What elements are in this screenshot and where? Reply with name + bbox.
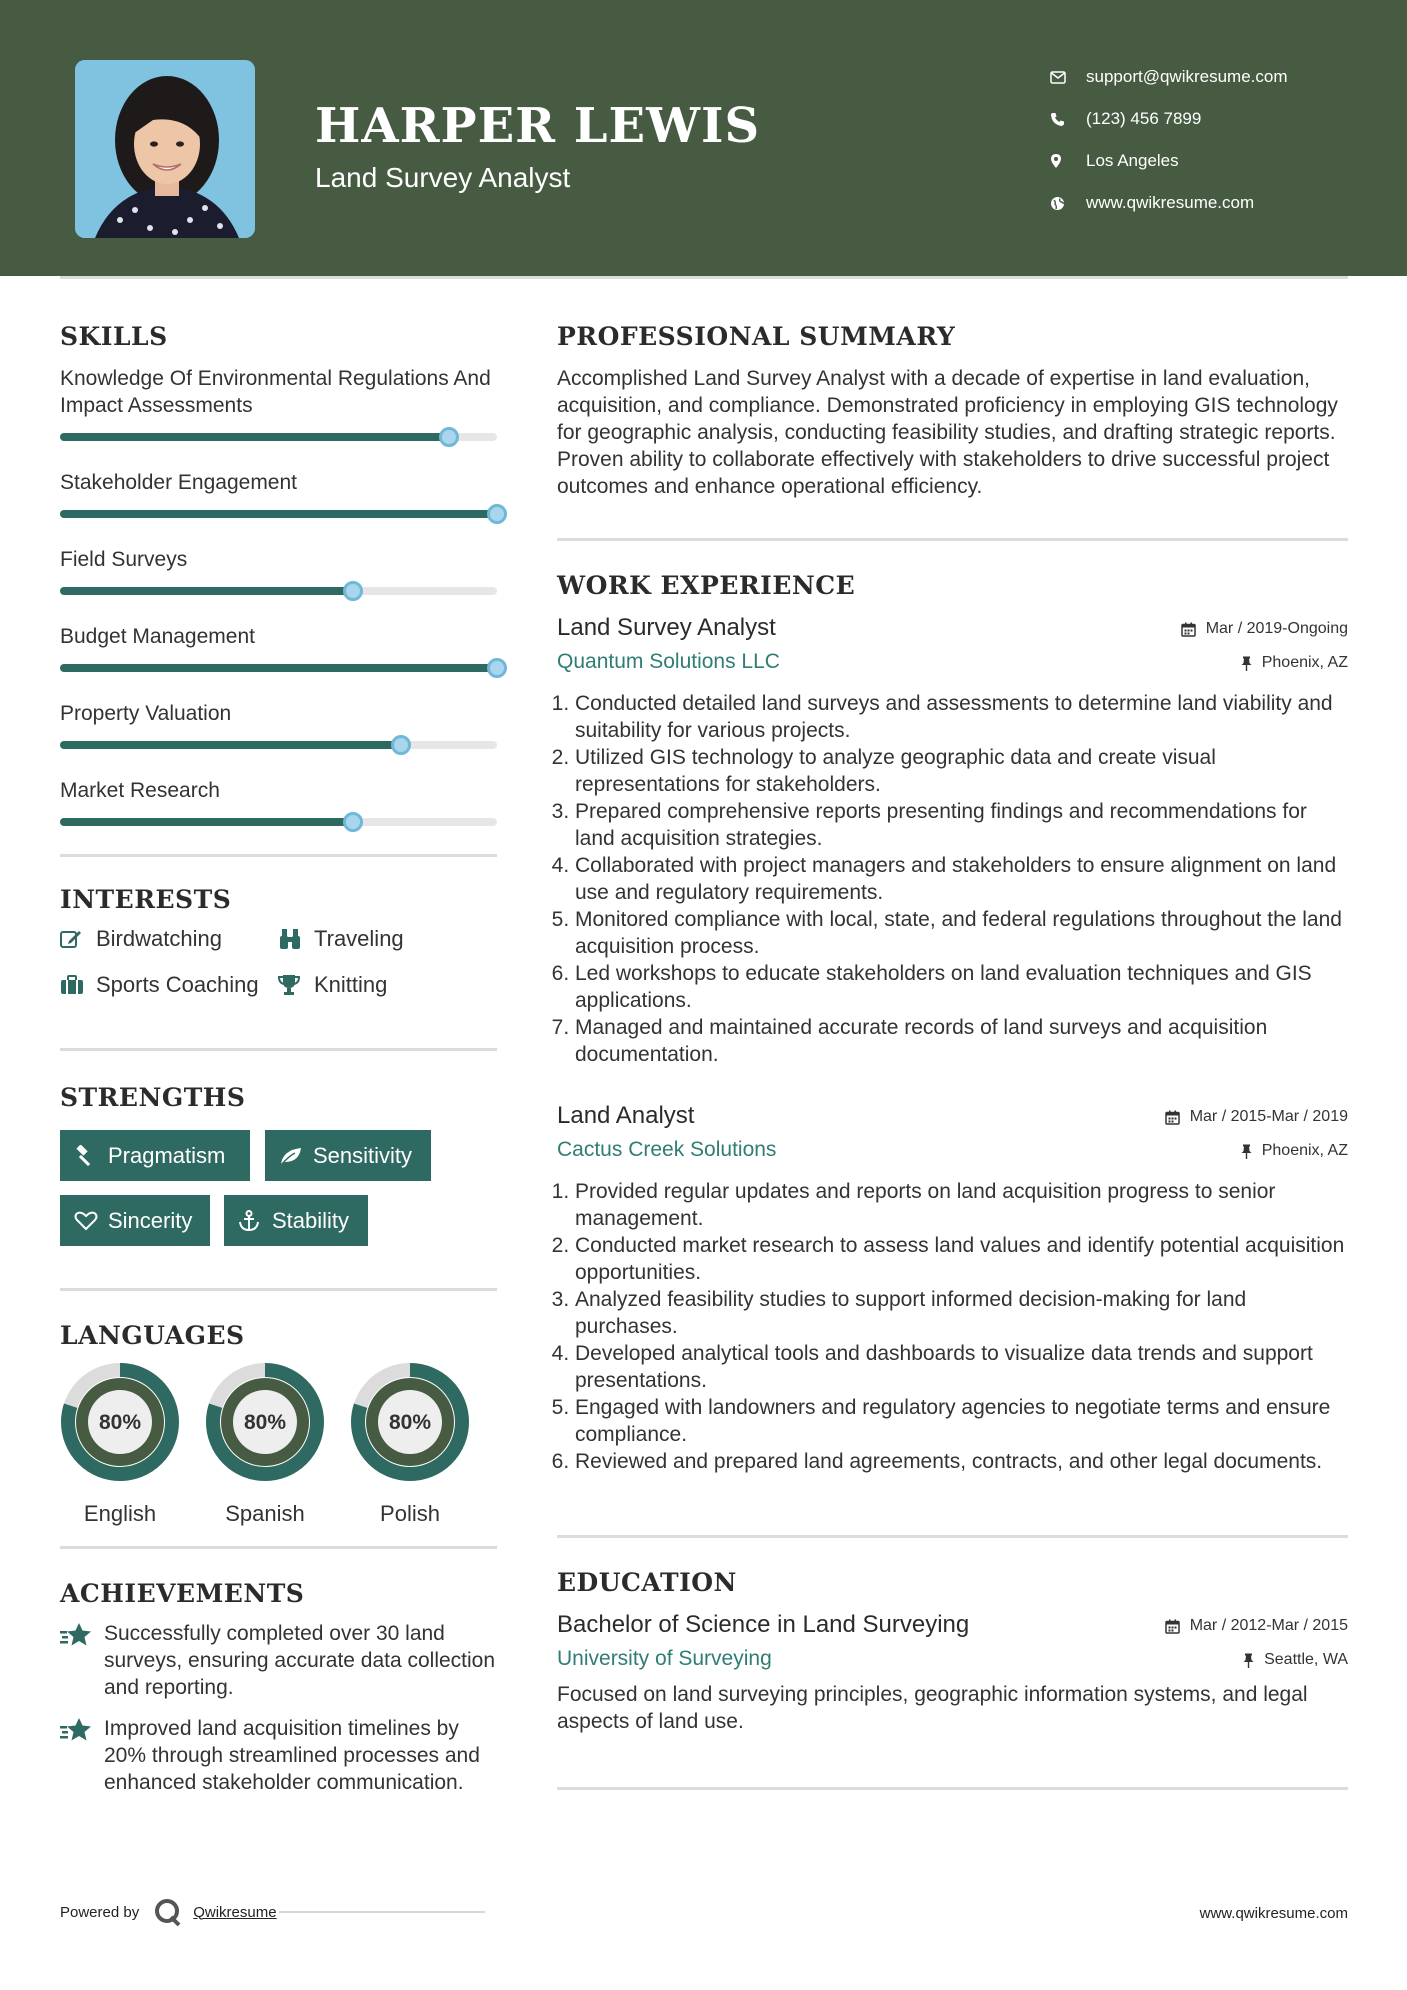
section-divider bbox=[60, 1288, 497, 1291]
duty-item: 4. Developed analytical tools and dashboards to visualize data trends and support presentations. bbox=[575, 1340, 1348, 1394]
skill-item bbox=[60, 777, 497, 826]
strength-sincerity: Sincerity bbox=[60, 1195, 210, 1246]
website-text: www.qwikresume.com bbox=[1086, 193, 1255, 212]
strengths-title: STRENGTHS bbox=[60, 1083, 246, 1112]
education-text: Focused on land surveying principles, geographic information systems, and legal aspects of land use. bbox=[557, 1683, 1308, 1733]
calendar-icon bbox=[1165, 1110, 1180, 1125]
education-school: University of Surveying bbox=[557, 1647, 772, 1670]
skill-item bbox=[60, 365, 497, 441]
skill-bar bbox=[60, 433, 497, 441]
section-divider bbox=[557, 1535, 1348, 1538]
achievements-list bbox=[60, 1620, 497, 1825]
language-name: English bbox=[83, 1501, 157, 1526]
interests-list bbox=[60, 920, 497, 1018]
duty-item: 6. Reviewed and prepared land agreements, contracts, and other legal documents. bbox=[575, 1448, 1348, 1475]
calendar-icon bbox=[1165, 1619, 1180, 1634]
interests-title: INTERESTS bbox=[60, 885, 232, 914]
duty-item: 1. Conducted detailed land surveys and assessments to determine land viability and suitability for various projects. bbox=[575, 690, 1348, 744]
language-percent: 80% bbox=[388, 1411, 432, 1434]
globe-icon bbox=[1050, 196, 1086, 211]
language-percent: 80% bbox=[98, 1411, 142, 1434]
gavel-icon bbox=[74, 1145, 108, 1167]
languages-list bbox=[60, 1362, 497, 1532]
language-name: Spanish bbox=[225, 1501, 305, 1526]
achievement-item: Successfully completed over 30 land surveys, ensuring accurate data collection and reporting. bbox=[60, 1620, 497, 1701]
calendar-icon bbox=[1181, 622, 1196, 637]
qwikresume-logo-icon bbox=[153, 1897, 183, 1927]
skill-bar bbox=[60, 510, 497, 518]
briefcase-icon bbox=[60, 975, 96, 995]
contact-list bbox=[1050, 56, 1380, 224]
duty-item: 7. Managed and maintained accurate records of land surveys and acquisition documentation. bbox=[575, 1014, 1348, 1068]
language-ring bbox=[60, 1362, 180, 1482]
binoculars-icon bbox=[278, 928, 314, 950]
duty-item: 1. Provided regular updates and reports on land acquisition progress to senior management. bbox=[575, 1178, 1348, 1232]
leaf-icon bbox=[279, 1146, 313, 1166]
summary-title: PROFESSIONAL SUMMARY bbox=[557, 322, 956, 351]
language-item bbox=[60, 1362, 180, 1527]
phone-text: (123) 456 7899 bbox=[1086, 109, 1202, 128]
interest-birdwatching: Birdwatching bbox=[60, 926, 222, 952]
strength-pragmatism: Pragmatism bbox=[60, 1130, 250, 1181]
pushpin-icon bbox=[1241, 1144, 1252, 1159]
footer-powered-by: Powered by Qwikresume bbox=[60, 1897, 485, 1927]
language-item bbox=[205, 1362, 325, 1527]
skill-bar-fill bbox=[60, 587, 353, 595]
phone-icon bbox=[1050, 112, 1086, 127]
education-degree: Bachelor of Science in Land Surveying bbox=[557, 1611, 970, 1638]
skill-bar bbox=[60, 741, 497, 749]
contact-phone[interactable] bbox=[1050, 98, 1380, 140]
skill-bar-knob bbox=[487, 504, 507, 524]
anchor-icon bbox=[238, 1210, 272, 1232]
skill-bar-fill bbox=[60, 664, 497, 672]
contact-website[interactable] bbox=[1050, 182, 1380, 224]
skill-bar bbox=[60, 664, 497, 672]
section-divider bbox=[60, 854, 497, 857]
skills-list bbox=[60, 365, 497, 826]
strength-sensitivity: Sensitivity bbox=[265, 1130, 431, 1181]
duty-item: 2. Conducted market research to assess land values and identify potential acquisition opportunities. bbox=[575, 1232, 1348, 1286]
language-item bbox=[350, 1362, 470, 1527]
job-dates: Mar / 2019-Ongoing bbox=[1181, 620, 1348, 638]
skill-bar-knob bbox=[343, 581, 363, 601]
left-column bbox=[60, 322, 497, 1825]
job-company: Quantum Solutions LLC bbox=[557, 650, 780, 673]
skill-name: Property Valuation bbox=[60, 702, 232, 725]
pushpin-icon bbox=[1243, 1653, 1254, 1668]
skill-bar-knob bbox=[391, 735, 411, 755]
job-entry bbox=[557, 614, 1348, 1068]
interest-sports-coaching: Sports Coaching bbox=[60, 972, 259, 998]
candidate-name: HARPER LEWIS bbox=[315, 98, 761, 154]
skill-bar bbox=[60, 818, 497, 826]
job-duties bbox=[557, 1178, 1348, 1475]
job-entry bbox=[557, 1102, 1348, 1475]
language-name: Polish bbox=[380, 1501, 440, 1526]
skill-bar-fill bbox=[60, 433, 449, 441]
duty-item: 4. Collaborated with project managers and stakeholders to ensure alignment on land use and regulatory requirements. bbox=[575, 852, 1348, 906]
skill-name: Budget Management bbox=[60, 625, 255, 648]
header-divider bbox=[60, 276, 1348, 279]
profile-photo bbox=[75, 60, 255, 238]
job-location: Phoenix, AZ bbox=[1241, 654, 1348, 672]
skill-item bbox=[60, 700, 497, 749]
education-entry bbox=[557, 1611, 1348, 1735]
education-dates: Mar / 2012-Mar / 2015 bbox=[1165, 1617, 1348, 1635]
education-location: Seattle, WA bbox=[1243, 1651, 1348, 1669]
job-duties bbox=[557, 690, 1348, 1068]
right-column bbox=[557, 322, 1348, 1790]
language-ring bbox=[350, 1362, 470, 1482]
skill-bar-knob bbox=[439, 427, 459, 447]
achievement-item: Improved land acquisition timelines by 20% through streamlined processes and enhanced stakeholder communication. bbox=[60, 1715, 497, 1796]
brand-link[interactable]: Qwikresume bbox=[193, 1903, 277, 1921]
skill-name: Market Research bbox=[60, 779, 220, 802]
envelope-icon bbox=[1050, 71, 1086, 84]
job-location: Phoenix, AZ bbox=[1241, 1142, 1348, 1160]
skill-bar-knob bbox=[487, 658, 507, 678]
star-badge-icon bbox=[60, 1715, 104, 1796]
skill-item bbox=[60, 546, 497, 595]
languages-title: LANGUAGES bbox=[60, 1321, 245, 1350]
map-pin-icon bbox=[1050, 153, 1086, 169]
skill-name: Stakeholder Engagement bbox=[60, 471, 297, 494]
footer-rule bbox=[279, 1911, 485, 1913]
duty-item: 3. Analyzed feasibility studies to support informed decision-making for land purchases. bbox=[575, 1286, 1348, 1340]
experience-title: WORK EXPERIENCE bbox=[557, 571, 856, 600]
job-company: Cactus Creek Solutions bbox=[557, 1138, 777, 1161]
skills-title: SKILLS bbox=[60, 322, 168, 351]
achievements-title: ACHIEVEMENTS bbox=[60, 1579, 305, 1608]
skill-bar-fill bbox=[60, 818, 353, 826]
trophy-icon bbox=[278, 974, 314, 996]
duty-item: 6. Led workshops to educate stakeholders on land evaluation techniques and GIS applications. bbox=[575, 960, 1348, 1014]
section-divider bbox=[557, 1787, 1348, 1790]
skill-bar bbox=[60, 587, 497, 595]
language-ring bbox=[205, 1362, 325, 1482]
heart-icon bbox=[74, 1211, 108, 1231]
skill-bar-knob bbox=[343, 812, 363, 832]
email-text: support@qwikresume.com bbox=[1086, 67, 1288, 86]
skill-name: Knowledge Of Environmental Regulations And Impact Assessments bbox=[60, 367, 491, 417]
section-divider bbox=[557, 538, 1348, 541]
section-divider bbox=[60, 1546, 497, 1549]
contact-location bbox=[1050, 140, 1380, 182]
education-title: EDUCATION bbox=[557, 1568, 737, 1597]
strength-stability: Stability bbox=[224, 1195, 368, 1246]
summary-text: Accomplished Land Survey Analyst with a decade of expertise in land evaluation, acquisition, and compliance. Demonstrated proficiency in employing GIS technology for geographic analysis, conducting feasibility studies, and drafting strategic reports. Proven ability to collaborate effectively with stakeholders to drive successful project outcomes and enhance operational efficiency. bbox=[557, 367, 1338, 498]
footer-website[interactable]: www.qwikresume.com bbox=[1199, 1905, 1348, 1922]
resume-header bbox=[0, 0, 1407, 276]
skill-item bbox=[60, 469, 497, 518]
interest-knitting: Knitting bbox=[278, 972, 387, 998]
star-badge-icon bbox=[60, 1620, 104, 1701]
skill-bar-fill bbox=[60, 510, 497, 518]
interest-traveling: Traveling bbox=[278, 926, 404, 952]
location-text: Los Angeles bbox=[1086, 151, 1179, 170]
job-title: Land Survey Analyst bbox=[557, 614, 776, 641]
skill-item bbox=[60, 623, 497, 672]
contact-email[interactable] bbox=[1050, 56, 1380, 98]
edit-icon bbox=[60, 929, 96, 949]
duty-item: 5. Monitored compliance with local, state, and federal regulations throughout the land acquisition process. bbox=[575, 906, 1348, 960]
duty-item: 3. Prepared comprehensive reports presenting findings and recommendations for land acquisition strategies. bbox=[575, 798, 1348, 852]
skill-name: Field Surveys bbox=[60, 548, 188, 571]
duty-item: 2. Utilized GIS technology to analyze geographic data and create visual representations for stakeholders. bbox=[575, 744, 1348, 798]
job-title: Land Analyst bbox=[557, 1102, 695, 1129]
duty-item: 5. Engaged with landowners and regulatory agencies to negotiate terms and ensure compliance. bbox=[575, 1394, 1348, 1448]
language-percent: 80% bbox=[243, 1411, 287, 1434]
pushpin-icon bbox=[1241, 656, 1252, 671]
candidate-role: Land Survey Analyst bbox=[315, 162, 571, 193]
skill-bar-fill bbox=[60, 741, 401, 749]
strengths-list bbox=[60, 1130, 497, 1258]
section-divider bbox=[60, 1048, 497, 1051]
job-dates: Mar / 2015-Mar / 2019 bbox=[1165, 1108, 1348, 1126]
